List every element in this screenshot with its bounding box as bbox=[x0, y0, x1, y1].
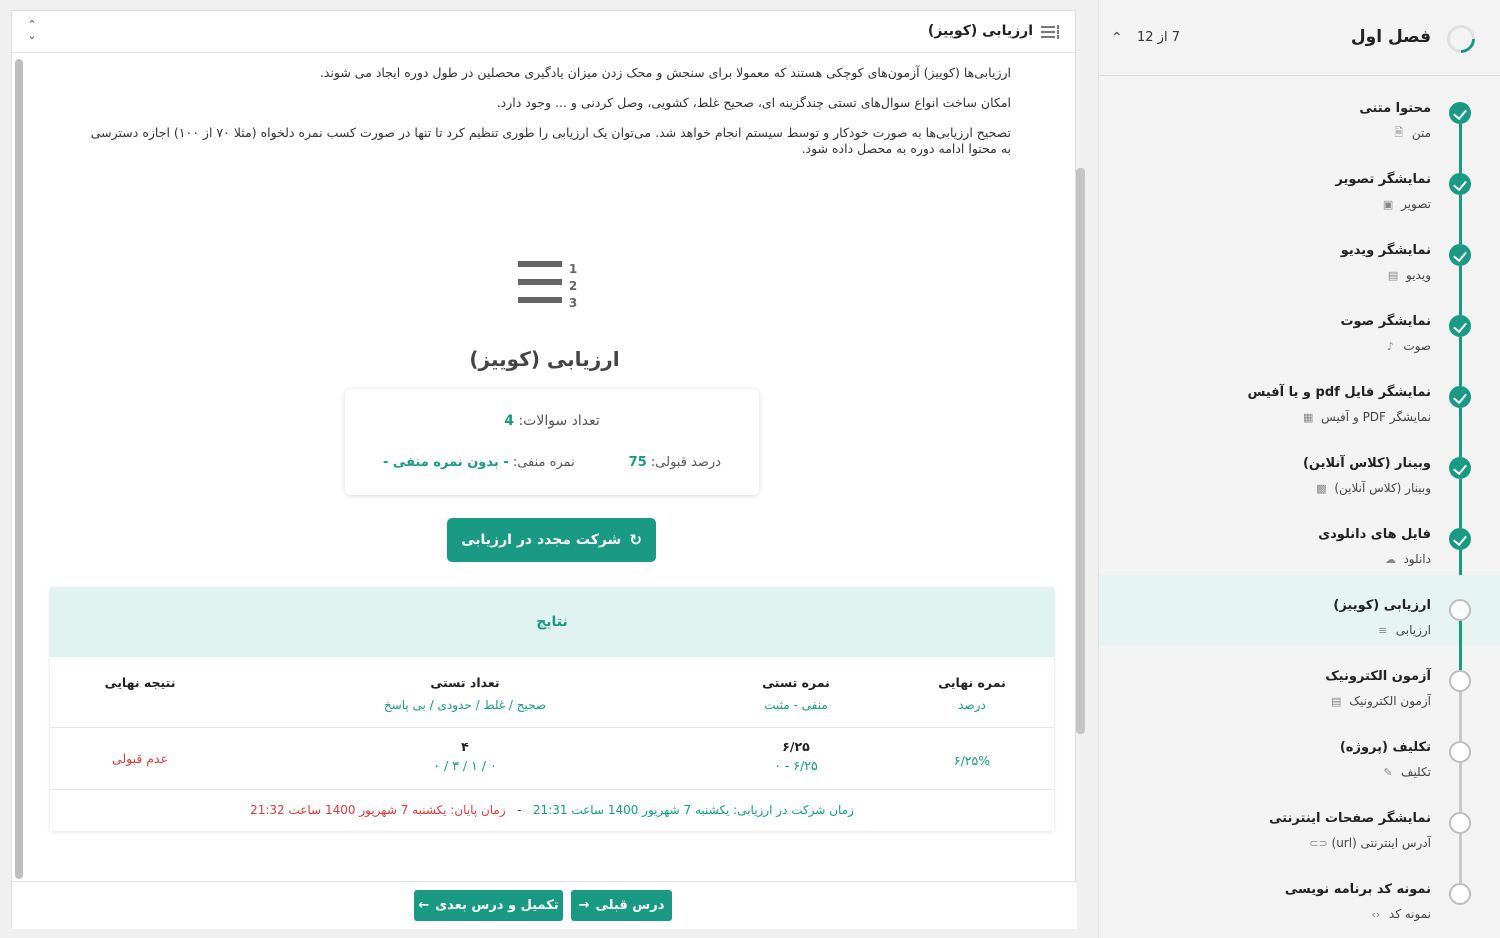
refresh-icon: ↻ bbox=[629, 531, 642, 549]
lesson-type bbox=[1301, 410, 1431, 424]
column-subheader: منفی - مثبت bbox=[764, 698, 828, 712]
pass-percent-value: 75 bbox=[628, 455, 647, 470]
negative-score-label: نمره منفی: bbox=[512, 455, 575, 470]
chapter-title: فصل اول bbox=[1350, 27, 1431, 47]
scrollbar[interactable] bbox=[15, 59, 23, 879]
sidebar-lesson-item[interactable] bbox=[1099, 362, 1500, 433]
intro-paragraph: تصحیح ارزیابی‌ها به صورت خودکار و توسط سیستم انجام خواهد شد. می‌توان یک ارزیابی را طوری تنظیم کرد تا تنها در صورت کسب نمره دلخواه (مثلا ۷۰ از ۱۰۰) اجازه دسترسی به محتوا ادامه دوره به محصل داده شود. bbox=[90, 125, 1011, 156]
chapter-header[interactable] bbox=[1099, 0, 1500, 76]
previous-lesson-button[interactable] bbox=[571, 890, 672, 921]
lesson-type bbox=[1383, 339, 1431, 353]
svg-text:1: 1 bbox=[568, 262, 578, 276]
test-score-value: ۶/۲۵ ۶/۲۵ - ۰ bbox=[774, 739, 818, 773]
sidebar-lesson-item[interactable] bbox=[1099, 646, 1500, 717]
lesson-type bbox=[1392, 126, 1431, 140]
lesson-title: ارزیابی (کوییز) bbox=[927, 23, 1033, 39]
lesson-title: محتوا متنی bbox=[1359, 101, 1431, 116]
image-icon: ▣ bbox=[1382, 197, 1394, 211]
lesson-type-label: ارزیابی bbox=[1395, 623, 1431, 637]
lesson-type bbox=[1386, 268, 1431, 282]
lesson-type-label: نمایشگر PDF و آفیس bbox=[1321, 410, 1431, 424]
sidebar-lesson-item[interactable] bbox=[1099, 575, 1500, 646]
lesson-type-label: متن bbox=[1411, 126, 1431, 140]
lesson-type-label: تصویر bbox=[1401, 197, 1431, 211]
course-sidebar bbox=[1098, 0, 1500, 938]
exam-icon: ▤ bbox=[1331, 694, 1342, 708]
question-count-value: 4 bbox=[504, 413, 514, 429]
quiz-icon: ≡ bbox=[1378, 623, 1388, 637]
quiz-time-info bbox=[50, 803, 1054, 817]
sidebar-lesson-item[interactable] bbox=[1099, 149, 1500, 220]
lesson-title: نمایشگر فایل pdf و یا آفیس bbox=[1247, 385, 1431, 400]
completed-check-icon bbox=[1449, 386, 1471, 408]
arrow-left-icon: ← bbox=[418, 898, 430, 913]
lesson-title: تکلیف (پروژه) bbox=[1339, 740, 1431, 755]
final-score-value: ۶/۲۵% bbox=[953, 753, 991, 768]
lesson-footer bbox=[12, 881, 1077, 929]
quiz-info-card bbox=[345, 389, 759, 495]
final-result-value: عدم قبولی bbox=[111, 751, 169, 766]
pencil-icon: ✎ bbox=[1383, 765, 1393, 779]
lesson-topbar bbox=[12, 11, 1077, 53]
sidebar-lesson-item[interactable] bbox=[1099, 220, 1500, 291]
lesson-title: نمایشگر صوت bbox=[1340, 314, 1431, 329]
column-subheader: درصد bbox=[958, 698, 986, 712]
lesson-type bbox=[1381, 197, 1431, 211]
completed-check-icon bbox=[1449, 457, 1471, 479]
column-header: نتیجه نهایی bbox=[104, 675, 176, 690]
question-count-label: تعداد سوالات: bbox=[518, 413, 600, 429]
completed-check-icon bbox=[1449, 173, 1471, 195]
column-final-result bbox=[80, 675, 200, 690]
lesson-type-label: نمونه کد bbox=[1388, 907, 1431, 921]
quiz-list-icon bbox=[1041, 24, 1061, 40]
column-header: تعداد تستی bbox=[430, 675, 500, 690]
pending-circle-icon bbox=[1449, 599, 1471, 621]
completed-check-icon bbox=[1449, 244, 1471, 266]
intro-paragraph: ارزیابی‌ها (کوییز) آزمون‌های کوچکی هستند که معمولا برای سنجش و محک زدن میزان یادگیری محصلین در طول دوره ایجاد می شوند. bbox=[319, 65, 1011, 80]
quiz-end-time: زمان پایان: یکشنبه 7 شهریور 1400 ساعت 21:32 bbox=[250, 803, 506, 817]
music-icon: ♪ bbox=[1386, 339, 1394, 353]
lesson-type bbox=[1329, 694, 1431, 708]
lesson-type bbox=[1376, 623, 1431, 637]
document-icon: 🗎 bbox=[1394, 125, 1404, 139]
previous-lesson-label: درس قبلی bbox=[595, 898, 665, 913]
intro-paragraph: امکان ساخت انواع سوال‌های تستی چندگزینه ای، صحیح غلط، کشویی، وصل کردنی و ... وجود دارد. bbox=[496, 95, 1011, 110]
chapter-progress-ring bbox=[1441, 19, 1481, 59]
download-icon: ☁ bbox=[1384, 552, 1396, 566]
complete-next-label: تکمیل و درس بعدی bbox=[435, 898, 559, 913]
sidebar-lesson-item[interactable] bbox=[1099, 717, 1500, 788]
lesson-type-label: صوت bbox=[1403, 339, 1431, 353]
chevron-up-icon[interactable]: ⌃ bbox=[1111, 30, 1123, 46]
lesson-title: نمایشگر ویدیو bbox=[1340, 243, 1431, 258]
quiz-title: ارزیابی (کوییز) bbox=[469, 347, 620, 371]
lesson-title: ارزیابی (کوییز) bbox=[1333, 598, 1431, 613]
quiz-start-time: زمان شرکت در ارزیابی: یکشنبه 7 شهریور 1400 ساعت 21:31 bbox=[532, 803, 854, 817]
retry-quiz-label: شرکت مجدد در ارزیابی bbox=[461, 532, 622, 548]
retry-quiz-button[interactable] bbox=[447, 518, 656, 562]
lesson-type-label: آدرس اینترنتی (url) bbox=[1331, 836, 1431, 850]
lesson-type bbox=[1369, 907, 1431, 921]
sidebar-lesson-item[interactable] bbox=[1099, 859, 1500, 930]
pass-percent-label: درصد قبولی: bbox=[650, 455, 721, 470]
column-final-score bbox=[910, 675, 1034, 712]
sidebar-lesson-item[interactable] bbox=[1099, 788, 1500, 859]
expand-collapse-icon[interactable]: ⌃ ⌄ bbox=[27, 18, 37, 42]
time-separator: - bbox=[517, 803, 522, 817]
lesson-type-label: تکلیف bbox=[1401, 765, 1431, 779]
svg-text:2: 2 bbox=[568, 279, 578, 293]
arrow-right-icon: → bbox=[578, 898, 590, 913]
lesson-type-label: دانلود bbox=[1403, 552, 1431, 566]
video-icon: ▤ bbox=[1387, 268, 1399, 282]
quiz-large-icon bbox=[518, 261, 580, 311]
svg-text:3: 3 bbox=[568, 296, 578, 310]
lesson-title: نمونه کد برنامه نویسی bbox=[1284, 882, 1431, 897]
pending-circle-icon bbox=[1449, 741, 1471, 763]
lesson-title: نمایشگر تصویر bbox=[1335, 172, 1431, 187]
divider bbox=[50, 789, 1054, 790]
results-table bbox=[50, 587, 1054, 831]
lesson-title: آزمون الکترونیک bbox=[1325, 669, 1431, 684]
column-header: نمره نهایی bbox=[938, 675, 1006, 690]
completed-check-icon bbox=[1449, 102, 1471, 124]
webinar-icon: ▩ bbox=[1316, 481, 1327, 495]
pending-circle-icon bbox=[1449, 670, 1471, 692]
pending-circle-icon bbox=[1449, 883, 1471, 905]
column-header: نمره تستی bbox=[762, 675, 830, 690]
lesson-title: فایل های دانلودی bbox=[1318, 527, 1431, 542]
results-title: نتایج bbox=[50, 587, 1054, 657]
lesson-title: وبینار (کلاس آنلاین) bbox=[1302, 456, 1431, 471]
test-count-value: ۴ ۰ / ۱ / ۳ / ۰ bbox=[433, 739, 497, 773]
lesson-panel bbox=[11, 10, 1076, 928]
pass-percent bbox=[629, 455, 721, 470]
sidebar-lesson-item[interactable] bbox=[1099, 78, 1500, 149]
column-test-count bbox=[330, 675, 600, 712]
page-scrollbar[interactable] bbox=[1076, 168, 1085, 734]
lesson-type bbox=[1309, 836, 1432, 850]
lesson-type bbox=[1314, 481, 1431, 495]
negative-score-value: - بدون نمره منفی - bbox=[383, 455, 509, 470]
negative-score bbox=[383, 455, 575, 470]
sidebar-lesson-item[interactable] bbox=[1099, 433, 1500, 504]
column-subheader: صحیح / غلط / حدودی / بی پاسخ bbox=[383, 698, 547, 712]
link-icon: ⊂⊃ bbox=[1309, 836, 1328, 850]
divider bbox=[50, 727, 1054, 728]
completed-check-icon bbox=[1449, 528, 1471, 550]
lesson-type-label: آزمون الکترونیک bbox=[1349, 694, 1431, 708]
lesson-type bbox=[1383, 552, 1431, 566]
lesson-type-label: ویدیو bbox=[1406, 268, 1431, 282]
sidebar-lesson-item[interactable] bbox=[1099, 504, 1500, 575]
complete-next-lesson-button[interactable] bbox=[414, 890, 563, 921]
column-test-score bbox=[716, 675, 876, 712]
sidebar-lesson-item[interactable] bbox=[1099, 291, 1500, 362]
chapter-progress-text: 7 از 12 bbox=[1137, 30, 1180, 45]
lesson-type-label: وبینار (کلاس آنلاین) bbox=[1334, 481, 1431, 495]
pending-circle-icon bbox=[1449, 812, 1471, 834]
pdf-icon: ▦ bbox=[1302, 410, 1314, 424]
lesson-title: نمایشگر صفحات اینترنتی bbox=[1269, 811, 1431, 826]
code-icon: ‹› bbox=[1371, 907, 1381, 921]
lesson-intro bbox=[81, 65, 1011, 171]
lesson-type bbox=[1381, 765, 1431, 779]
completed-check-icon bbox=[1449, 315, 1471, 337]
question-count bbox=[345, 413, 759, 429]
